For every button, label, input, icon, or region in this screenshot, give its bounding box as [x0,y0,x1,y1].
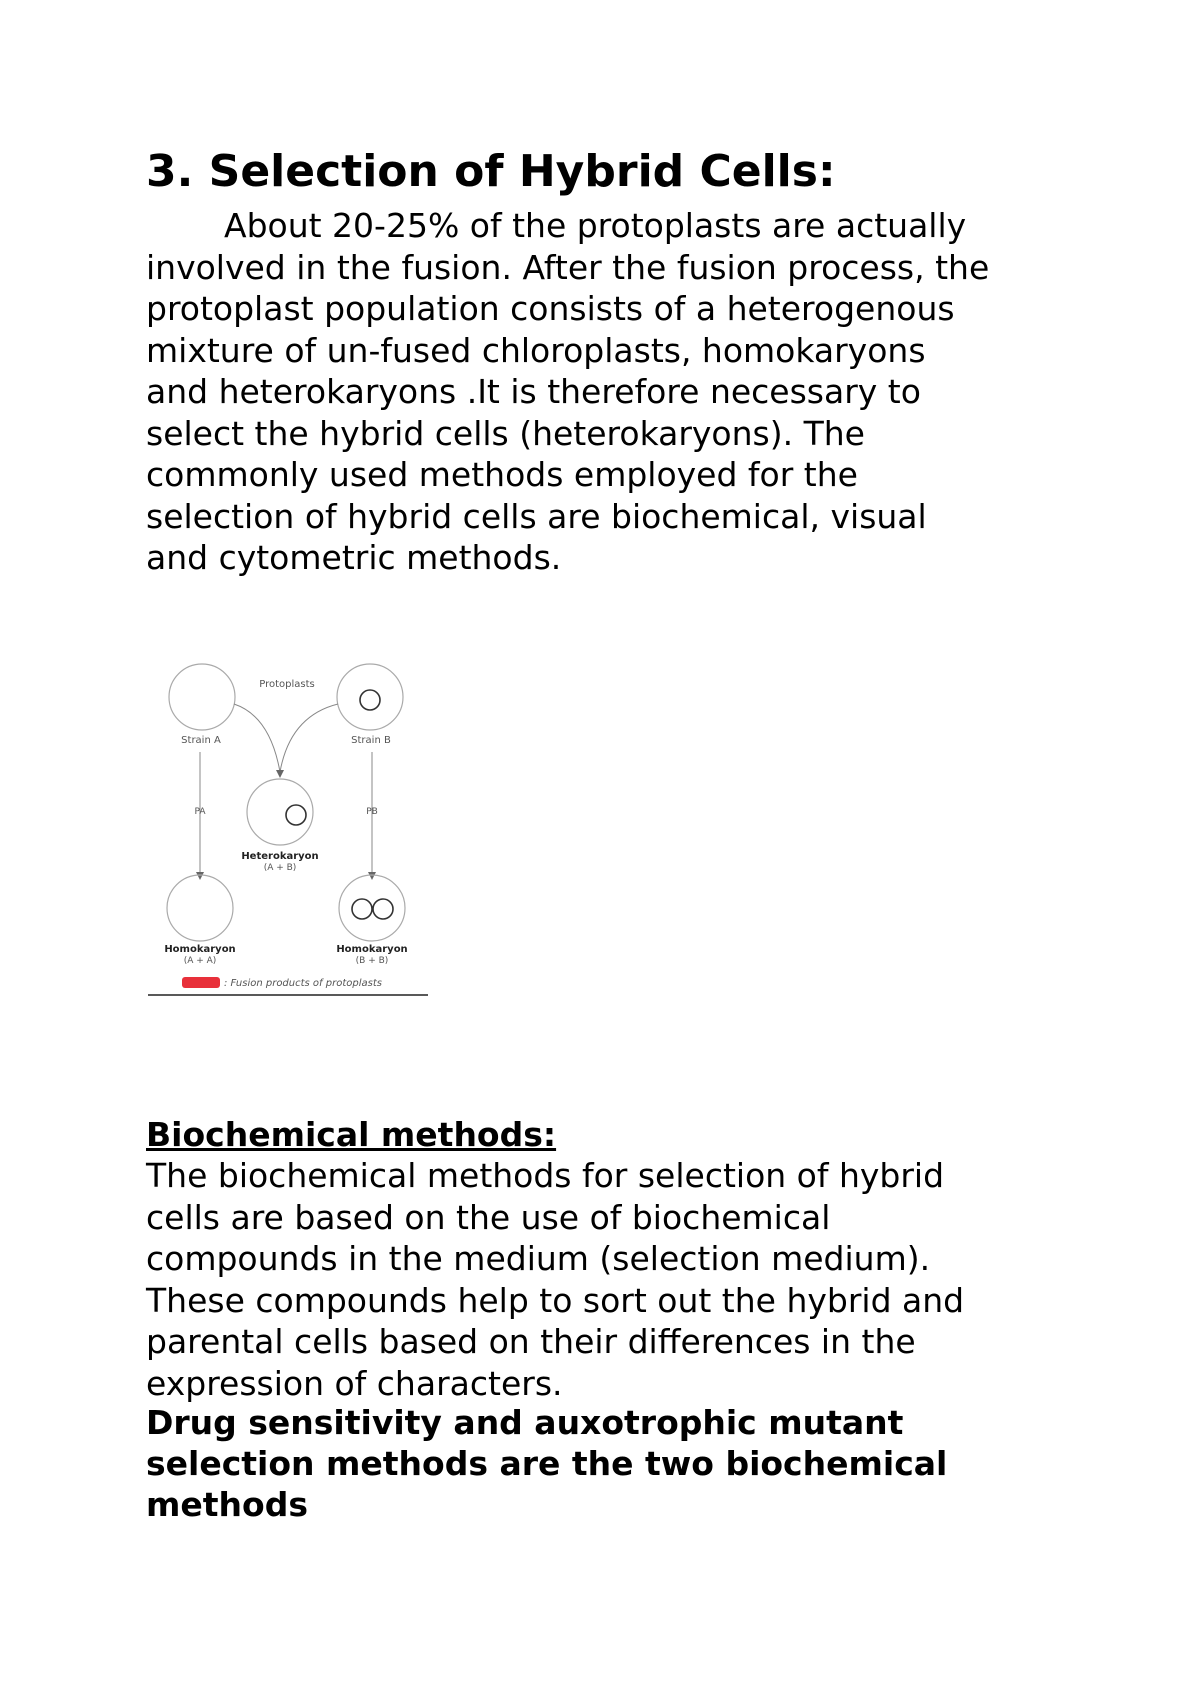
strain-b-protoplast [337,664,403,730]
text-line: and heterokaryons .It is therefore necessary to [146,372,921,411]
fusion-diagram [148,656,430,1000]
text-line: parental cells based on their differences in the [146,1322,916,1361]
heterokaryon-cell [247,779,313,845]
text-line: selection of hybrid cells are biochemical, visual [146,496,927,536]
left-arrow-head [196,872,204,880]
text-line: expression of characters. [146,1363,563,1403]
fusion-arrow-head [276,770,284,778]
left-arrow-label: PA [194,807,206,817]
text-line: Drug sensitivity and auxotrophic mutant [146,1403,904,1442]
text-line: methods [146,1485,308,1524]
homokaryon-b-nucleus-1 [352,899,372,919]
methods-summary [146,1402,1146,1525]
text-line: These compounds help to sort out the hybrid and [146,1280,965,1320]
strain-b-label: Strain B [351,735,391,746]
fusion-curve-left [234,704,280,772]
fusion-curve-right [280,704,338,772]
right-arrow-label: PB [366,807,378,817]
text-line: mixture of un-fused chloroplasts, homokaryons [146,330,926,370]
text-line: cells are based on the use of biochemical [146,1197,831,1237]
strain-b-nucleus [360,690,380,710]
figure-caption: : Fusion products of protoplasts [224,978,382,989]
text-line: involved in the fusion. After the fusion process, the [146,247,990,287]
protoplasts-label: Protoplasts [259,679,315,690]
page-title: 3. Selection of Hybrid Cells: [146,146,836,197]
homokaryon-a-sublabel: (A + A) [183,956,217,966]
heterokaryon-nucleus [286,805,306,825]
caption-redaction-mark [182,977,220,988]
homokaryon-a-cell [167,875,233,941]
homokaryon-b-label: Homokaryon [336,944,408,955]
text-line: compounds in the medium (selection medium). [146,1239,931,1278]
text-line: commonly used methods employed for the [146,455,858,494]
strain-a-label: Strain A [181,735,221,746]
homokaryon-b-sublabel: (B + B) [355,956,389,966]
heterokaryon-label: Heterokaryon [241,851,319,862]
section-heading: Biochemical methods: [146,1115,557,1154]
strain-a-protoplast [169,664,235,730]
right-arrow-head [368,872,376,880]
biochemical-paragraph [146,1155,1146,1404]
homokaryon-a-label: Homokaryon [164,944,236,955]
text-line: selection methods are the two biochemical [146,1444,948,1483]
intro-paragraph [146,205,1146,579]
text-line: select the hybrid cells (heterokaryons). The [146,413,865,453]
text-line: and cytometric methods. [146,538,562,577]
homokaryon-b-nucleus-2 [373,899,393,919]
text-line: About 20-25% of the protoplasts are actually [224,206,967,245]
text-line: The biochemical methods for selection of hybrid [146,1156,945,1195]
fusion-products-figure [148,656,430,1000]
text-line: protoplast population consists of a heterogenous [146,289,955,328]
heterokaryon-sublabel: (A + B) [263,863,297,873]
